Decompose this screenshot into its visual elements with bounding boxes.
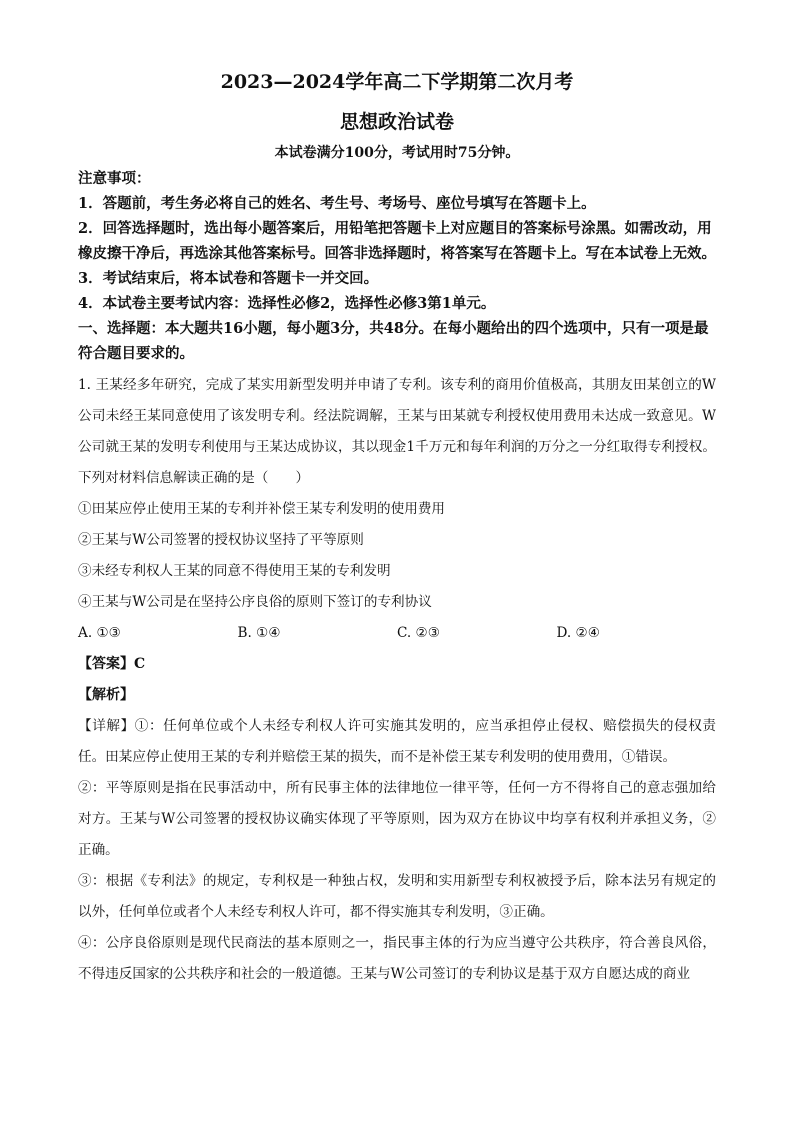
question-stem: 1. 王某经多年研究，完成了某实用新型发明并申请了专利。该专利的商用价值极高，其朋友田某创立的W公司未经王某同意使用了该发明专利。经法院调解，王某与田某就专利授权使用费用未达成一致意见。W公司就王某的发明专利使用与王某达成协议，其以现金1千万元和每年利润的万分之一分红取得专利授权。下列对材料信息解读正确的是（ ） [78, 377, 716, 486]
exam-title: 2023—2024学年高二下学期第二次月考 [220, 71, 574, 93]
analysis-label: 【解析】 [78, 687, 134, 703]
note-item: 4．本试卷主要考试内容：选择性必修2，选择性必修3第1单元。 [78, 295, 496, 312]
statement-item: ③未经专利权人王某的同意不得使用王某的专利发明 [78, 563, 391, 579]
analysis-paragraph: ③：根据《专利法》的规定，专利权是一种独占权，发明和实用新型专利权被授予后，除本法另有规定的以外，任何单位或者个人未经专利权人许可，都不得实施其专利发明，③正确。 [78, 873, 716, 920]
analysis-paragraph: 【详解】①：任何单位或个人未经专利权人许可实施其发明的，应当承担停止侵权、赔偿损失的侵权责任。田某应停止使用王某的专利并赔偿王某的损失，而不是补偿王某专利发明的使用费用，①错误。 [78, 718, 716, 765]
analysis-paragraph: ②：平等原则是指在民事活动中，所有民事主体的法律地位一律平等，任何一方不得将自己的意志强加给对方。王某与W公司签署的授权协议确实体现了平等原则，因为双方在协议中均享有权利并承担义务，②正确。 [78, 780, 716, 858]
subject-title: 思想政治试卷 [339, 111, 454, 133]
section-heading: 一、选择题：本大题共16小题，每小题3分，共48分。在每小题给出的四个选项中，只有一项是最符合题目要求的。 [78, 320, 709, 362]
note-item: 1．答题前，考生务必将自己的姓名、考生号、考场号、座位号填写在答题卡上。 [78, 195, 596, 212]
notes-heading: 注意事项： [78, 170, 151, 187]
option-b: B. ①④ [237, 625, 281, 641]
note-item: 3．考试结束后，将本试卷和答题卡一并交回。 [78, 270, 379, 287]
notes-block [78, 166, 716, 316]
option-a: A. ①③ [78, 625, 121, 641]
statement-item: ①田某应停止使用王某的专利并补偿王某专利发明的使用费用 [78, 501, 446, 517]
question-1 [78, 370, 716, 990]
option-c: C. ②③ [397, 625, 440, 641]
analysis-paragraph: ④：公序良俗原则是现代民商法的基本原则之一，指民事主体的行为应当遵守公共秩序，符合善良风俗，不得违反国家的公共秩序和社会的一般道德。王某与W公司签订的专利协议是基于双方自愿达成的商业 [78, 935, 716, 982]
answer-label: 【答案】C [78, 656, 146, 672]
statement-item: ④王某与W公司是在坚持公序良俗的原则下签订的专利协议 [78, 594, 432, 610]
answer-options [78, 618, 716, 649]
score-note: 本试卷满分100分，考试用时75分钟。 [274, 145, 520, 161]
option-d: D. ②④ [556, 625, 600, 641]
statement-item: ②王某与W公司签署的授权协议坚持了平等原则 [78, 532, 364, 548]
note-item: 2．回答选择题时，选出每小题答案后，用铅笔把答题卡上对应题目的答案标号涂黑。如需改动，用橡皮擦干净后，再选涂其他答案标号。回答非选择题时，将答案写在答题卡上。写在本试卷上无效。 [78, 220, 716, 262]
